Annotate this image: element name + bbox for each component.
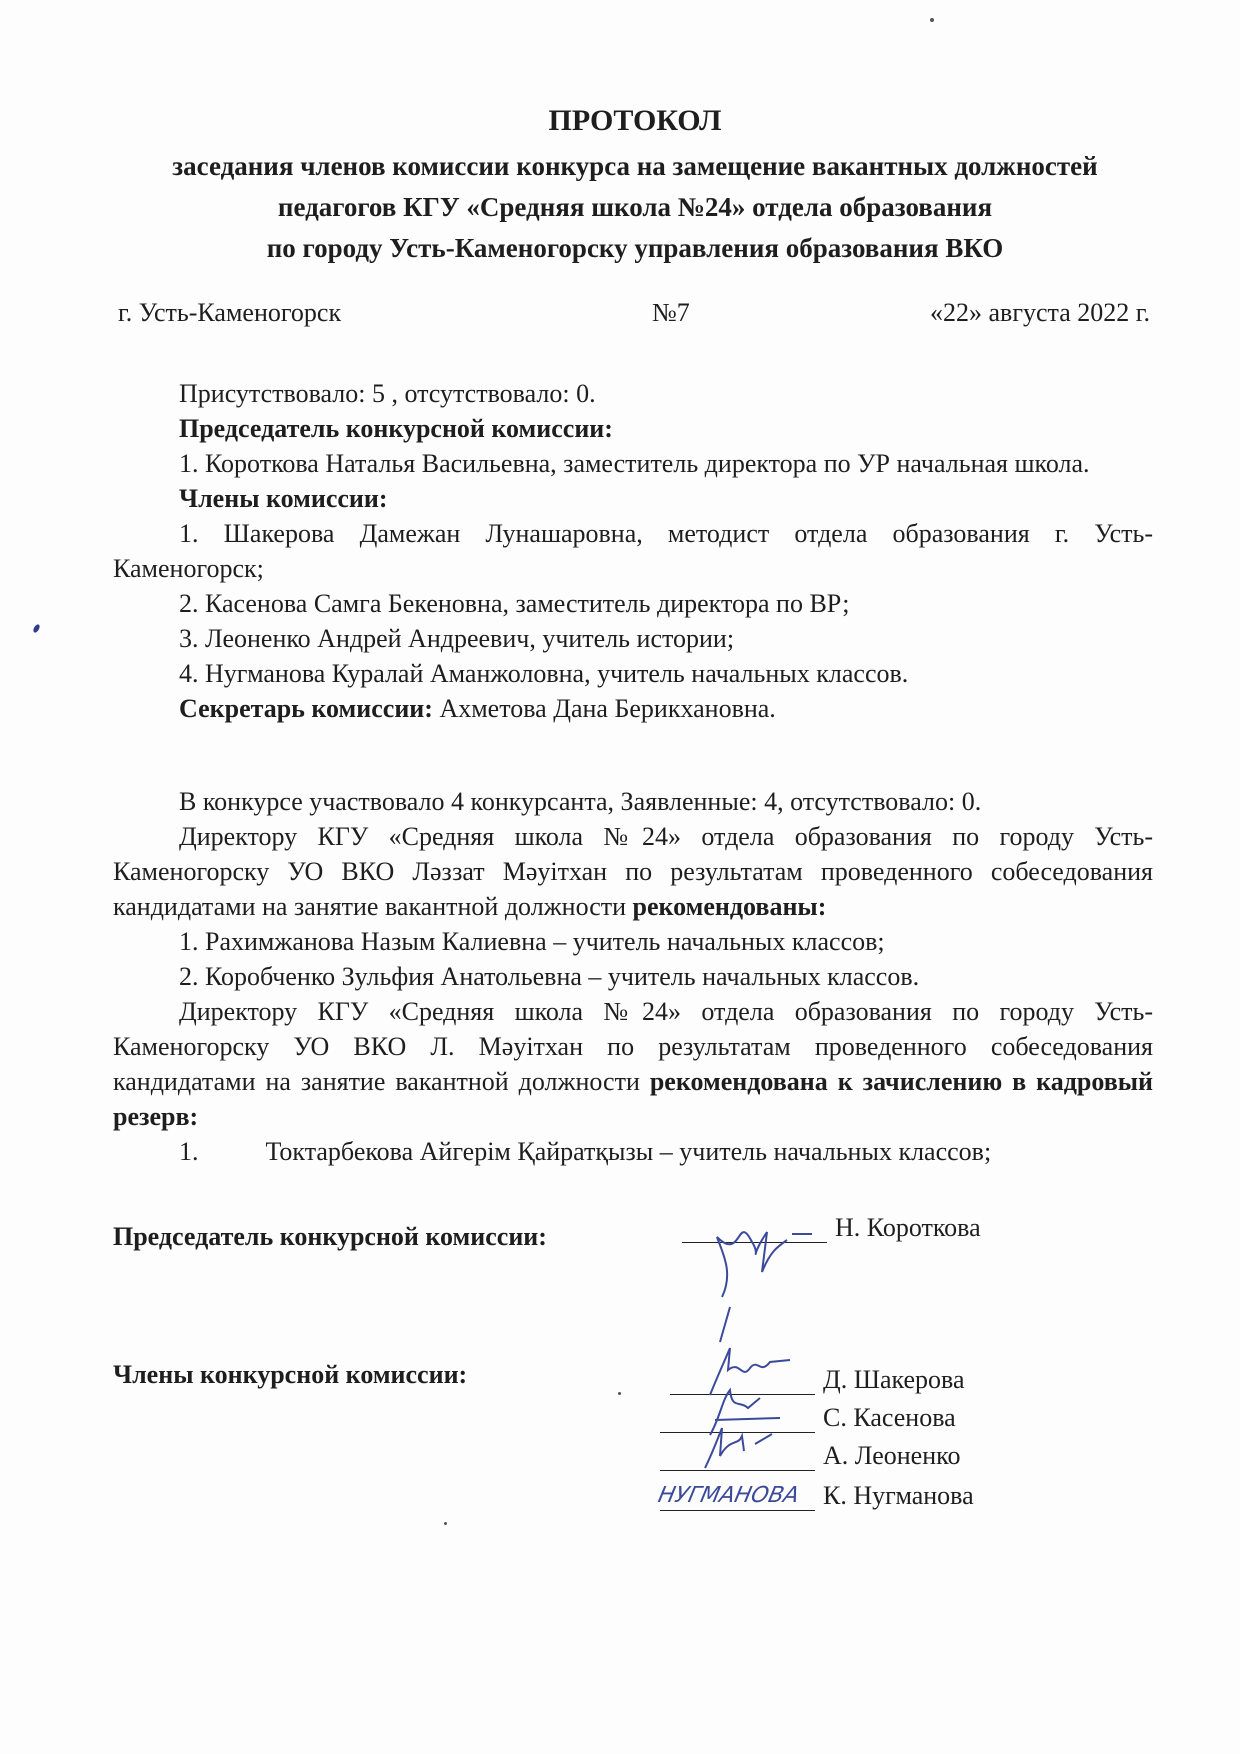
member-item: 4. Нугманова Куралай Аманжоловна, учитель начальных классов. (179, 659, 909, 688)
reserve-item (113, 1134, 1153, 1169)
subtitle-line: по городу Усть-Каменогорску управления образования ВКО (266, 233, 1004, 263)
meta-number: №7 (652, 298, 690, 327)
reserve-item-number: 1. (179, 1137, 199, 1166)
recommendation-bold: рекомендованы: (632, 892, 827, 921)
ink-speck (32, 623, 41, 633)
recommended-item: 1. Рахимжанова Назым Калиевна – учитель начальных классов; (179, 927, 885, 956)
scan-speck (618, 1392, 621, 1395)
reserve-intro: Директору КГУ «Средняя школа №24» отдела образования по городу Усть-Каменогорску УО ВКО Л. Мәуітхан по результатам проведенного собеседования кандидатами на занятие вакантной должности (113, 997, 1153, 1096)
participants-text: В конкурсе участвовало 4 конкурсанта, Заявленные: 4, отсутствовало: 0. (179, 787, 982, 816)
secretary-label: Секретарь комиссии: (179, 694, 433, 723)
secretary-name: Ахметова Дана Берикхановна. (439, 694, 776, 723)
subtitle-line: заседания членов комиссии конкурса на замещение вакантных должностей (172, 151, 1098, 181)
scan-speck (930, 18, 934, 22)
signature-scribble-icon (660, 1416, 820, 1476)
member-name: Д. Шакерова (823, 1365, 965, 1394)
member-item: 2. Касенова Самга Бекеновна, заместитель директора по ВР; (179, 589, 850, 618)
chair-signature-row (682, 1212, 981, 1243)
meta-date: «22» августа 2022 г. (930, 298, 1150, 327)
results-section (113, 784, 1153, 1169)
handwritten-signature-icon (655, 1470, 820, 1510)
document-subtitle (0, 146, 1240, 269)
svg-text:НУГМАНОВА: НУГМАНОВА (655, 1482, 802, 1508)
members-signature-label: Члены конкурсной комиссии: (113, 1360, 468, 1389)
chair-member: 1. Короткова Наталья Васильевна, заместитель директора по УР начальная школа. (179, 449, 1090, 478)
reserve-paragraph (113, 994, 1153, 1134)
member-item: 1. Шакерова Дамежан Лунашаровна, методист отдела образования г. Усть-Каменогорск; (113, 519, 1153, 583)
signature-scribble-icon (682, 1202, 832, 1332)
commission-section (113, 376, 1153, 726)
document-title: ПРОТОКОЛ (548, 104, 722, 137)
meta-city: г. Усть-Каменогорск (118, 298, 342, 327)
recommendation-intro: Директору КГУ «Средняя школа №24» отдела образования по городу Усть-Каменогорску УО ВКО Ләззат Мәуітхан по результатам проведенного собеседования кандидатами на занятие вакантной должности (113, 822, 1153, 921)
members-heading: Члены комиссии: (179, 484, 388, 513)
reserve-item-text: Токтарбекова Айгерім Қайратқызы – учитель начальных классов; (265, 1137, 992, 1166)
signature-line (682, 1212, 827, 1243)
subtitle-line: педагогов КГУ «Средняя школа №24» отдела образования (277, 192, 993, 222)
chair-signature-label: Председатель конкурсной комиссии: (113, 1222, 547, 1251)
signature-line (660, 1440, 815, 1471)
member-name: С. Касенова (823, 1403, 956, 1432)
member-signature-row (655, 1480, 974, 1511)
attendance-text: Присутствовало: 5 , отсутствовало: 0. (179, 379, 596, 408)
secretary-line (113, 691, 1153, 726)
recommended-item: 2. Коробченко Зульфия Анатольевна – учитель начальных классов. (179, 962, 920, 991)
reserve-bold: рекомендована к зачислению в кадровый резерв: (113, 1067, 1154, 1131)
member-signature-row (660, 1440, 960, 1471)
member-item: 3. Леоненко Андрей Андреевич, учитель истории; (179, 624, 735, 653)
recommendation-paragraph (113, 819, 1153, 924)
chair-name: Н. Короткова (835, 1213, 981, 1242)
signature-line (655, 1480, 815, 1511)
chair-heading: Председатель конкурсной комиссии: (179, 414, 613, 443)
member-name: К. Нугманова (823, 1481, 974, 1510)
member-name: А. Леоненко (823, 1441, 961, 1470)
scan-speck (444, 1522, 447, 1525)
